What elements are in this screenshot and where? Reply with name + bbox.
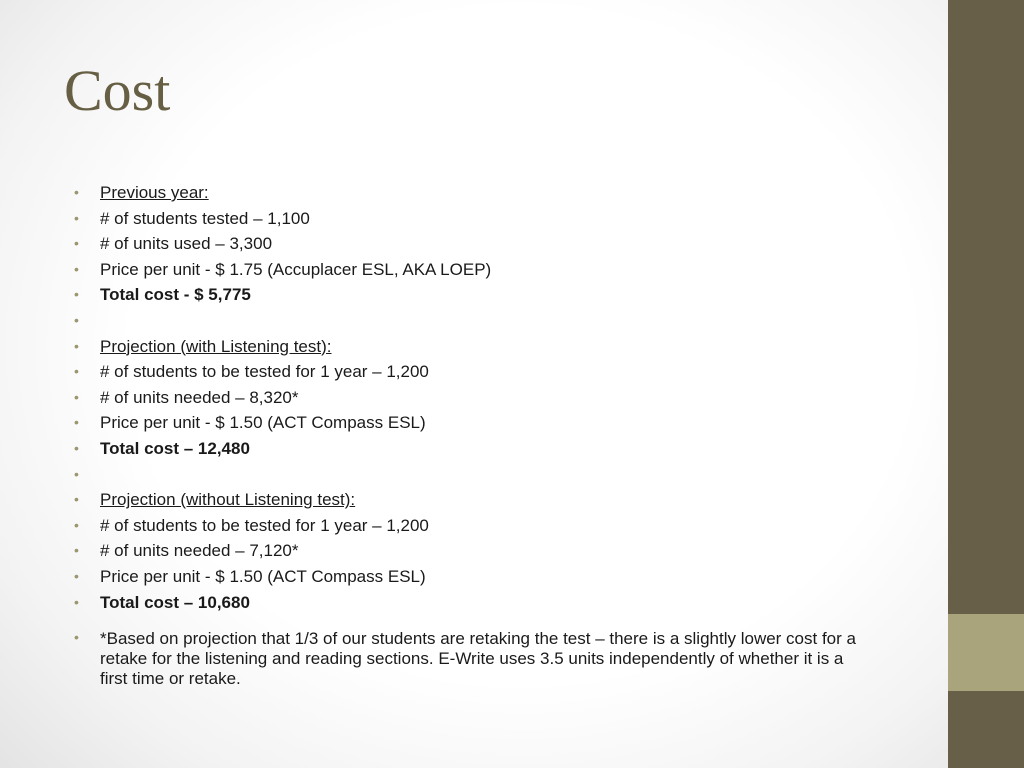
bullet-dot-icon: • — [74, 260, 79, 277]
bullet-item — [74, 231, 864, 257]
bullet-text: # of students to be tested for 1 year – 1,200 — [100, 515, 429, 535]
bullet-dot-icon: • — [74, 465, 79, 482]
bullet-dot-icon: • — [74, 567, 79, 584]
bullet-dot-icon: • — [74, 363, 79, 380]
footnote-text: *Based on projection that 1/3 of our students are retaking the test – there is a slightly lower cost for a retake for the listening and reading sections. E-Write uses 3.5 units independently of whether it is a first time or retake. — [100, 629, 856, 689]
bullet-item — [74, 410, 864, 436]
bullet-item — [74, 385, 864, 411]
footnote-item — [74, 629, 864, 689]
bullet-item — [74, 436, 864, 462]
bullet-item — [74, 257, 864, 283]
bullet-dot-icon: • — [74, 414, 79, 431]
bullet-text: # of students tested – 1,100 — [100, 208, 310, 228]
bullet-item — [74, 206, 864, 232]
bullet-dot-icon: • — [74, 542, 79, 559]
bullet-text: Price per unit - $ 1.50 (ACT Compass ESL) — [100, 413, 426, 433]
bullet-item — [74, 334, 864, 360]
slide-title: Cost — [64, 58, 171, 123]
bullet-text: # of units needed – 7,120* — [100, 541, 299, 561]
section-heading: Projection (without Listening test): — [100, 490, 356, 510]
sidebar-accent-block — [948, 614, 1024, 691]
bullet-text: Price per unit - $ 1.50 (ACT Compass ESL) — [100, 566, 426, 586]
total-cost-text: Total cost – 12,480 — [100, 438, 250, 458]
bullet-dot-icon: • — [74, 491, 79, 508]
bullet-item-empty — [74, 308, 864, 334]
bullet-text: Price per unit - $ 1.75 (Accuplacer ESL, AKA LOEP) — [100, 259, 492, 279]
bullet-dot-icon: • — [74, 286, 79, 303]
bullet-item — [74, 180, 864, 206]
total-cost-text: Total cost – 10,680 — [100, 592, 250, 612]
section-heading: Projection (with Listening test): — [100, 336, 332, 356]
bullet-dot-icon: • — [74, 235, 79, 252]
bullet-dot-icon: • — [74, 516, 79, 533]
bullet-dot-icon: • — [74, 388, 79, 405]
section-heading: Previous year: — [100, 183, 209, 202]
bullet-item — [74, 513, 864, 539]
decorative-sidebar — [948, 0, 1024, 768]
bullet-text: # of students to be tested for 1 year – 1,200 — [100, 362, 429, 382]
bullet-item — [74, 564, 864, 590]
bullet-item — [74, 359, 864, 385]
bullet-dot-icon: • — [74, 629, 79, 646]
bullet-dot-icon: • — [74, 209, 79, 226]
bullet-item-empty — [74, 462, 864, 488]
bullet-item — [74, 590, 864, 616]
bullet-dot-icon: • — [74, 593, 79, 610]
bullet-dot-icon: • — [74, 439, 79, 456]
bullet-list — [74, 180, 864, 689]
bullet-item — [74, 487, 864, 513]
bullet-item — [74, 282, 864, 308]
bullet-dot-icon: • — [74, 184, 79, 200]
bullet-text: # of units used – 3,300 — [100, 234, 273, 254]
bullet-item — [74, 538, 864, 564]
bullet-dot-icon: • — [74, 311, 79, 328]
total-cost-text: Total cost - $ 5,775 — [100, 285, 251, 305]
bullet-text: # of units needed – 8,320* — [100, 387, 299, 407]
bullet-dot-icon: • — [74, 337, 79, 354]
